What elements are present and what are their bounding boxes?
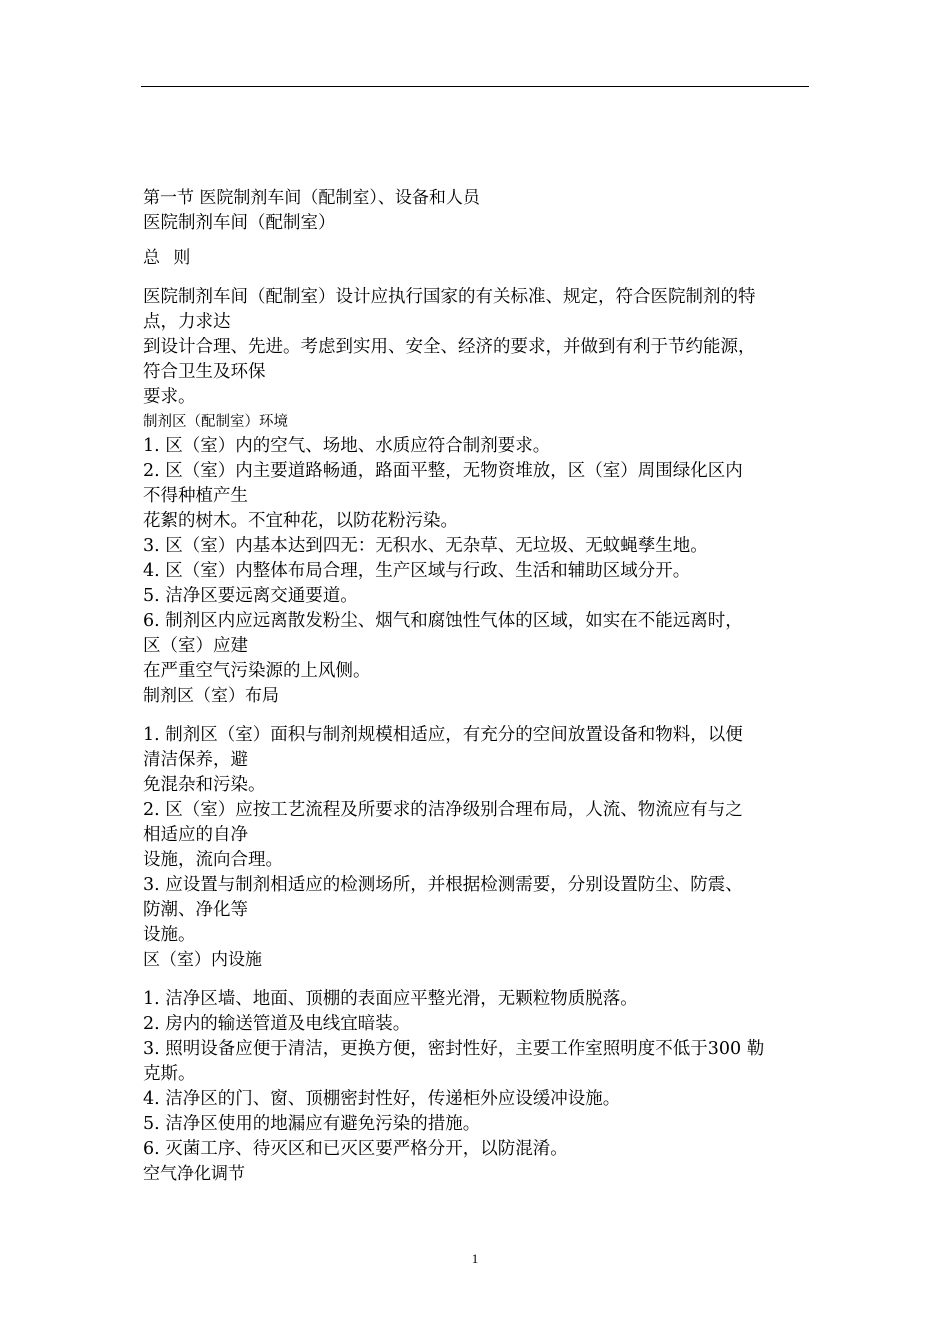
text-line: 3. 区（室）内基本达到四无：无积水、无杂草、无垃圾、无蚊蝇孳生地。 (143, 536, 708, 556)
text-line: 防潮、净化等 (143, 900, 248, 920)
heading-air-purification: 空气净化调节 (143, 1164, 245, 1184)
spacer (143, 973, 811, 987)
spacer (143, 709, 811, 723)
heading-layout: 制剂区（室）布局 (143, 686, 279, 706)
text-line: 1. 洁净区墙、地面、顶棚的表面应平整光滑，无颗粒物质脱落。 (143, 989, 638, 1009)
layout-list (143, 723, 811, 948)
text-line: 符合卫生及环保 (143, 362, 266, 382)
text-line: 1. 制剂区（室）面积与制剂规模相适应，有充分的空间放置设备和物料，以便 (143, 725, 743, 745)
text-line: 免混杂和污染。 (143, 775, 266, 795)
heading-facilities: 区（室）内设施 (143, 950, 262, 970)
text-line: 相适应的自净 (143, 825, 248, 845)
text-line: 医院制剂车间（配制室）设计应执行国家的有关标准、规定，符合医院制剂的特 (143, 287, 756, 307)
text-line: 设施。 (143, 925, 196, 945)
heading-general: 总 则 (143, 248, 195, 268)
text-line: 2. 房内的输送管道及电线宜暗装。 (143, 1014, 411, 1034)
environment-list (143, 434, 811, 684)
text-line: 1. 区（室）内的空气、场地、水质应符合制剂要求。 (143, 436, 551, 456)
header-rule (141, 86, 809, 87)
text-line: 3. 照明设备应便于清洁，更换方便，密封性好，主要工作室照明度不低于300 勒 (143, 1039, 765, 1059)
text-line: 克斯。 (143, 1064, 196, 1084)
section-subtitle: 医院制剂车间（配制室） (143, 213, 336, 233)
text-line: 设施，流向合理。 (143, 850, 283, 870)
text-line: 4. 区（室）内整体布局合理，生产区域与行政、生活和辅助区域分开。 (143, 561, 691, 581)
text-line: 6. 灭菌工序、待灭区和已灭区要严格分开，以防混淆。 (143, 1139, 568, 1159)
text-line: 清洁保养，避 (143, 750, 248, 770)
spacer (143, 271, 811, 285)
section-title: 第一节 医院制剂车间（配制室）、设备和人员 (143, 188, 480, 208)
text-line: 花絮的树木。不宜种花，以防花粉污染。 (143, 511, 458, 531)
general-paragraph (143, 285, 811, 410)
text-line: 5. 洁净区使用的地漏应有避免污染的措施。 (143, 1114, 481, 1134)
text-line: 4. 洁净区的门、窗、顶棚密封性好，传递柜外应设缓冲设施。 (143, 1089, 621, 1109)
text-line: 5. 洁净区要远离交通要道。 (143, 586, 358, 606)
text-line: 要求。 (143, 387, 196, 407)
text-line: 3. 应设置与制剂相适应的检测场所，并根据检测需要，分别设置防尘、防震、 (143, 875, 743, 895)
text-line: 点，力求达 (143, 312, 231, 332)
text-line: 到设计合理、先进。考虑到实用、安全、经济的要求，并做到有利于节约能源， (143, 337, 756, 357)
text-line: 在严重空气污染源的上风侧。 (143, 661, 371, 681)
text-line: 不得种植产生 (143, 486, 248, 506)
facilities-list (143, 987, 811, 1162)
text-line: 2. 区（室）内主要道路畅通，路面平整，无物资堆放，区（室）周围绿化区内 (143, 461, 743, 481)
page-number: 1 (471, 1251, 479, 1266)
heading-environment: 制剂区（配制室）环境 (143, 414, 288, 430)
document-body (143, 186, 811, 1187)
text-line: 2. 区（室）应按工艺流程及所要求的洁净级别合理布局，人流、物流应有与之 (143, 800, 743, 820)
text-line: 区（室）应建 (143, 636, 248, 656)
text-line: 6. 制剂区内应远离散发粉尘、烟气和腐蚀性气体的区域，如实在不能远离时， (143, 611, 743, 631)
